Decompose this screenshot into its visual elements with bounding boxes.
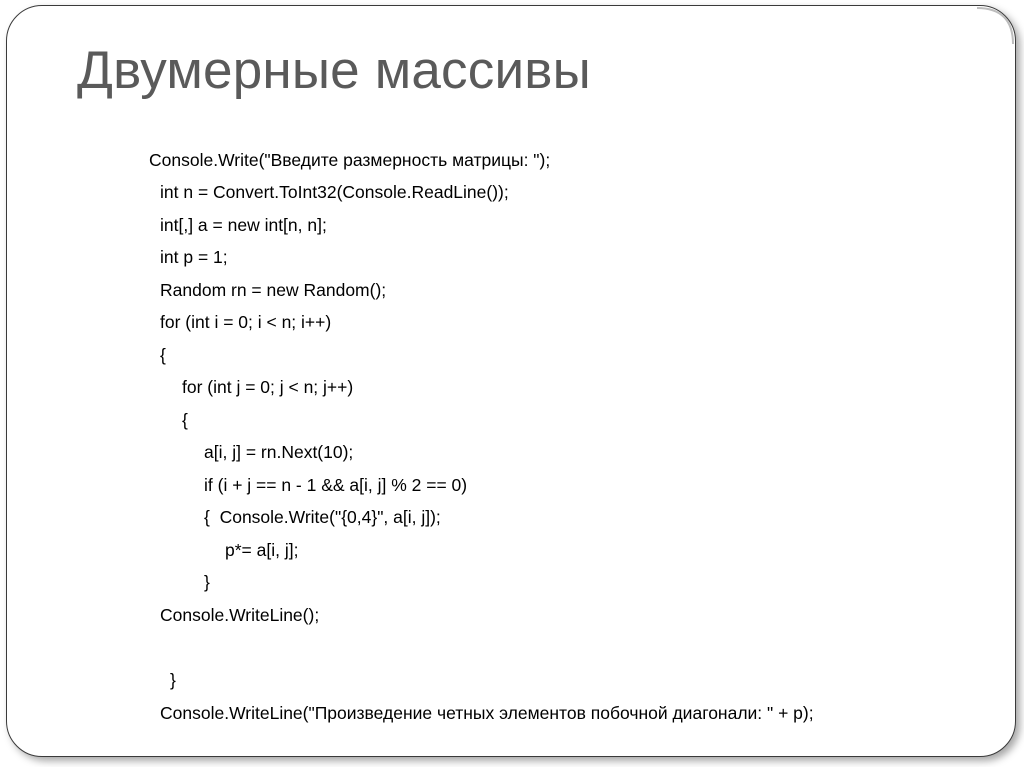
code-line-5: Random rn = new Random(); xyxy=(160,280,387,300)
code-line-13: p*= a[i, j]; xyxy=(225,540,299,560)
code-line-1: Console.Write("Введите размерность матрицы: "); xyxy=(149,150,551,170)
code-line-15: Console.WriteLine(); xyxy=(160,605,320,625)
code-line-4: int p = 1; xyxy=(160,247,228,267)
code-line-14: } xyxy=(204,572,210,592)
code-line-9: { xyxy=(182,410,188,430)
code-line-6: for (int i = 0; i < n; i++) xyxy=(160,312,332,332)
code-line-3: int[,] a = new int[n, n]; xyxy=(160,215,327,235)
code-line-17: Console.WriteLine("Произведение четных элементов побочной диагонали: " + p); xyxy=(160,703,814,723)
code-line-10: a[i, j] = rn.Next(10); xyxy=(204,442,354,462)
code-line-11: if (i + j == n - 1 && a[i, j] % 2 == 0) xyxy=(204,475,468,495)
code-line-2: int n = Convert.ToInt32(Console.ReadLine()); xyxy=(160,182,509,202)
slide-title: Двумерные массивы xyxy=(77,41,591,100)
code-line-12: { Console.Write("{0,4}", a[i, j]); xyxy=(204,507,441,527)
code-line-16: } xyxy=(170,670,176,690)
code-line-7: { xyxy=(160,345,166,365)
code-line-8: for (int j = 0; j < n; j++) xyxy=(182,377,354,397)
